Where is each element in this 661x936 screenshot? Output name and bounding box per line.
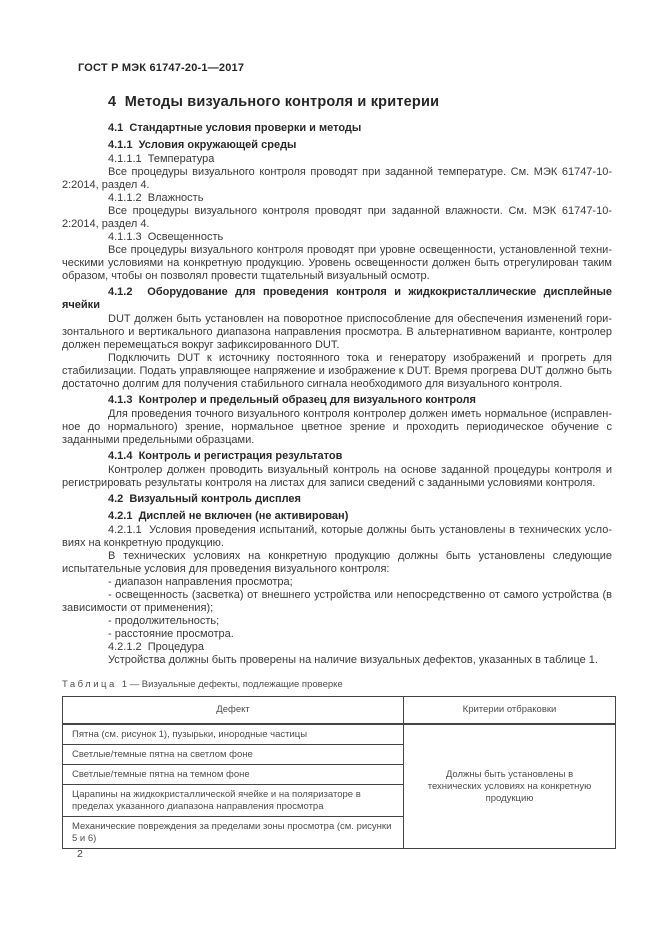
subsection-heading: 4.1.3 Контролер и предельный образец для визуального контроля: [108, 393, 476, 406]
subsection-heading: 4.1.1 Условия окружающей среды: [108, 138, 297, 151]
table-caption: [62, 679, 612, 690]
column-header-defect: Дефект: [63, 697, 404, 725]
clause-number-line: 4.2.1.2 Процедура: [108, 641, 204, 653]
clause-number-line: 4.1.1.3 Освещенность: [108, 231, 224, 243]
body-paragraph: Все процедуры визуального контроля проводят при заданной температуре. См. МЭК 61747-10-2:2014, раздел 4.: [62, 166, 612, 191]
running-header: ГОСТ Р МЭК 61747-20-1—2017: [78, 62, 245, 74]
list-item: - расстояние просмотра.: [108, 628, 234, 640]
subsection-heading: 4.1 Стандартные условия проверки и методы: [108, 122, 362, 134]
defect-cell: Светлые/темные пятна на светлом фоне: [63, 745, 404, 765]
subsection-heading: 4.1.4 Контроль и регистрация результатов: [108, 449, 343, 462]
body-paragraph: Контролер должен проводить визуальный контроль на основе заданной процедуры контроля и регистрировать результаты контроля на листах для записи сведений с заданными условиями контроля.: [62, 464, 612, 489]
body-paragraph: Все процедуры визуального контроля проводят при заданной влажности. См. МЭК 61747-10-2:2014, раздел 4.: [62, 205, 612, 230]
body-paragraph: 4.2.1.1 Условия проведения испытаний, которые должны быть установлены в технических условиях на конкретную продукцию.: [62, 524, 612, 549]
body-paragraph: DUT должен быть установлен на поворотное приспособление для обеспечения изменений горизонтального и вертикального диапазона направления просмотра. В альтернативном варианте, контролер должен перемещаться вокруг зафиксированного DUT.: [62, 313, 612, 351]
table-row: [63, 724, 616, 745]
body-paragraph: Подключить DUT к источнику постоянного тока и генератору изображений и прогреть для стабилизации. Подать управляющее напряжение и изображение к DUT. Время прогрева DUT должно быть достаточно долгим для получения стабильного сигнала необходимого для визуального контроля.: [62, 352, 612, 390]
list-item: - освещенность (засветка) от внешнего устройства или непосредственно от самого устройства (в зависимости от применения);: [62, 589, 612, 614]
defect-cell: Механические повреждения за пределами зоны просмотра (см. рисунки 5 и 6): [63, 817, 404, 849]
defect-cell: Светлые/темные пятна на темном фоне: [63, 765, 404, 785]
table-header-row: [63, 697, 616, 725]
defect-cell: Пятна (см. рисунок 1), пузырьки, инородные частицы: [63, 724, 404, 745]
section-title: 4 Методы визуального контроля и критерии: [108, 94, 440, 110]
column-header-criteria: Критерии отбраковки: [404, 697, 616, 725]
table-caption-text: 1 — Визуальные дефекты, подлежащие проверке: [121, 679, 343, 690]
body-paragraph: Устройства должны быть проверены на наличие визуальных дефектов, указанных в таблице 1.: [108, 654, 598, 666]
criteria-cell: Должны быть установлены в технических условиях на конкретную продукцию: [404, 724, 616, 849]
subsection-heading: 4.2.1 Дисплей не включен (не активирован): [108, 509, 349, 522]
page-content: [62, 86, 612, 849]
subsection-heading: 4.2 Визуальный контроль дисплея: [108, 493, 301, 505]
clause-number-line: 4.1.1.1 Температура: [108, 153, 215, 165]
page-number: 2: [77, 848, 83, 860]
table-caption-label: Таблица: [62, 679, 117, 690]
defect-cell: Царапины на жидкокристаллической ячейке и на поляризаторе в пределах указанного диапазона направления просмотра: [63, 785, 404, 817]
list-item: - диапазон направления просмотра;: [108, 576, 293, 588]
subsection-heading: 4.1.2 Оборудование для проведения контроля и жидкокристаллические дисплейные ячейки: [62, 285, 612, 311]
body-paragraph: В технических условиях на конкретную продукцию должны быть установлены следующие испытательные условия для проведения визуального контроля:: [62, 550, 612, 575]
body-paragraph: Все процедуры визуального контроля проводят при уровне освещенности, установленной техническими условиями на конкретную продукцию. Уровень освещенности должен быть отрегулирован таким образом, чтобы он позволял провести тщательный визуальный осмотр.: [62, 244, 612, 282]
defects-table: [62, 696, 616, 849]
list-item: - продолжительность;: [108, 615, 220, 627]
body-paragraph: Для проведения точного визуального контроля контролер должен иметь нормальное (исправленное до нормального) зрение, нормальное цветное зрение и проходить периодическое обучение с заданными предельными образцами.: [62, 408, 612, 446]
clause-number-line: 4.1.1.2 Влажность: [108, 192, 204, 204]
